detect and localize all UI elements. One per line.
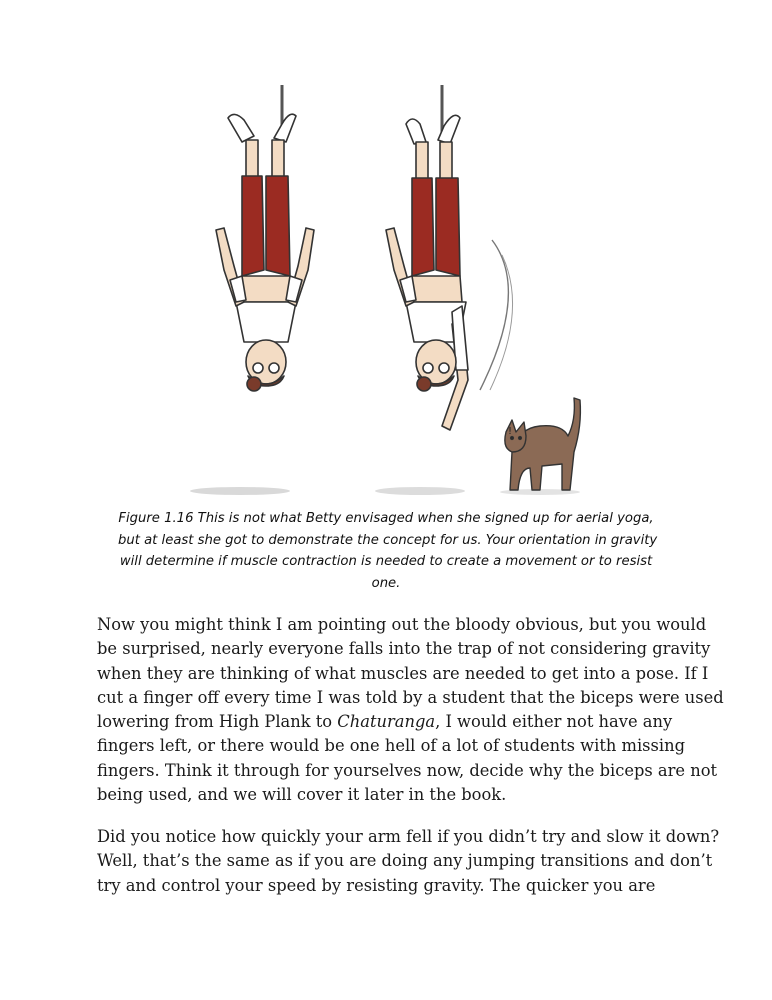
paragraph-line: Well, that’s the same as if you are doing any jumping transitions and don’t — [97, 851, 713, 871]
betty-figure-right — [386, 85, 513, 430]
paragraph-line: fingers left, or there would be one hell of a lot of students with missing — [97, 736, 686, 756]
betty-figure-left — [216, 85, 314, 391]
line-text: lowering from High Plank to — [97, 712, 338, 732]
pose-name-italic: Chaturanga — [337, 712, 436, 732]
caption-line-3: will determine if muscle contraction is needed to create a movement or to resist — [119, 554, 653, 569]
paragraph-line: cut a finger off every time I was told by a student that the biceps were used — [97, 687, 724, 707]
caption-line-2: but at least she got to demonstrate the concept for us. Your orientation in gravity — [118, 532, 658, 548]
caption-line-4: one. — [371, 575, 401, 591]
paragraph-line: Now you might think I am pointing out the bloody obvious, but you would — [97, 615, 707, 634]
paragraph-line: Did you notice how quickly your arm fell if you didn’t try and slow it down? — [97, 827, 720, 846]
startled-cat — [505, 398, 581, 490]
caption-line-1: Figure 1.16 This is not what Betty envisaged when she signed up for aerial yoga, — [118, 511, 654, 526]
figure-caption — [118, 508, 658, 594]
paragraph-line: be surprised, nearly everyone falls into the trap of not considering gravity — [97, 639, 711, 659]
paragraph-line: fingers. Think it through for yourselves now, decide why the biceps are not — [97, 760, 718, 780]
cat-exclamation-mark: ! — [508, 426, 513, 437]
paragraph-line: when they are thinking of what muscles are needed to get into a pose. If I — [97, 663, 709, 683]
body-paragraph-2 — [97, 825, 720, 898]
aerial-yoga-illustration — [150, 80, 630, 500]
line-text: , I would either not have any — [435, 712, 673, 732]
floor-shadow-right — [375, 487, 465, 495]
floor-shadow-left — [190, 487, 290, 495]
body-paragraph-1 — [97, 613, 724, 807]
paragraph-line: being used, and we will cover it later in the book. — [97, 785, 507, 805]
paragraph-line: try and control your speed by resisting gravity. The quicker you are — [97, 875, 656, 895]
paragraph-line — [97, 710, 677, 734]
